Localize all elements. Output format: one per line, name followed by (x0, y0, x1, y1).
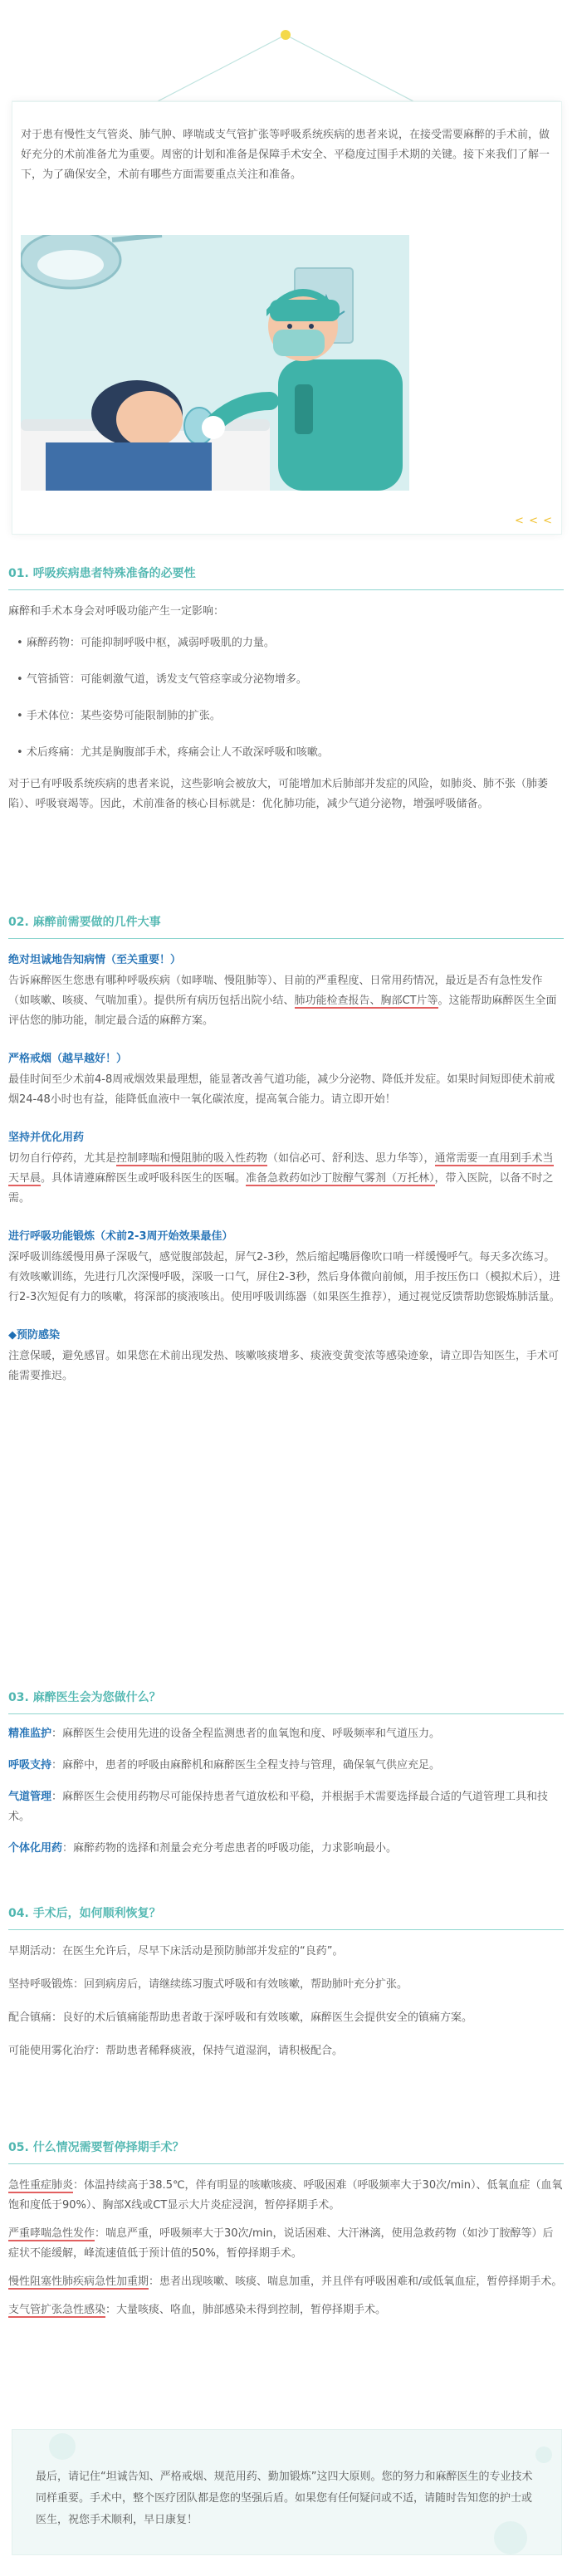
closing-note-box (12, 2429, 562, 2555)
paragraph-breathing-exercise: 深呼吸训练缓慢用鼻子深吸气，感觉腹部鼓起，屏气2-3秒，然后缩起嘴唇像吹口哨一样缓慢呼气。每天多次练习。有效咳嗽训练，先进行几次深慢呼吸，深吸一口气，屏住2-3秒，然后身体微向前倾，用手按压伤口（模拟术后），进行2-3次短促有力的咳嗽，将深部的痰液咳出。使用呼吸训练器（如果医生推荐），通过视觉反馈帮助您锻炼肺活量。 (8, 1251, 560, 1303)
section-05-title: 05. 什么情况需要暂停择期手术？ (8, 2141, 184, 2154)
anesthesia-role-item: 呼吸支持：麻醉中，患者的呼吸由麻醉机和麻醉医生全程支持与管理，确保氧气供应充足。 (8, 1759, 441, 1772)
paragraph-honest-disclosure: 告诉麻醉医生您患有哪种呼吸疾病（如哮喘、慢阻肺等）、目前的严重程度、日常用药情况，最近是否有急性发作（如咳嗽、咳痰、气喘加重）。提供所有病历包括出院小结、肺功能检查报告、胸部CT片等。这能帮助麻醉医生全面评估您的肺功能，制定最合适的麻醉方案。 (8, 975, 557, 1027)
closing-note-text: 最后，请记住“坦诚告知、严格戒烟、规范用药、勤加锻炼”这四大原则。您的努力和麻醉医生的专业技术同样重要。手术中，整个医疗团队都是您的坚强后盾。如果您有任何疑问或不适，请随时告知您的护士或医生，祝您手术顺利，早日康复！ (36, 2471, 533, 2526)
section-02-title: 02. 麻醉前需要做的几件大事 (8, 916, 161, 929)
list-item: • 气管插管：可能刺激气道，诱发支气管痉挛或分泌物增多。 (17, 673, 307, 686)
postpone-condition-item: 支气管扩张急性感染：大量咳痰、咯血，肺部感染未得到控制，暂停择期手术。 (8, 2304, 387, 2316)
section-05 (8, 2139, 564, 2320)
section-02 (8, 913, 564, 1386)
section-01-heading: 呼吸疾病患者特殊准备的必要性 (32, 567, 196, 580)
postpone-condition-item: 慢性阻塞性肺疾病急性加重期：患者出现咳嗽、咳痰、喘息加重，并且伴有呼吸困难和/或低氧血症，暂停择期手术。 (8, 2275, 563, 2288)
pin-dot (281, 30, 291, 40)
section-01-number: 01. (8, 567, 29, 580)
anesthesia-role-item: 个体化用药：麻醉药物的选择和剂量会充分考虑患者的呼吸功能，力求影响最小。 (8, 1842, 398, 1855)
paragraph-quit-smoking: 最佳时间至少术前4-8周戒烟效果最理想，能显著改善气道功能，减少分泌物、降低并发症。如果时间短即使术前戒烟24-48小时也有益，能降低血液中一氧化碳浓度，提高氧合能力。请立即开始！ (8, 1073, 555, 1106)
subheading-honest-disclosure: 绝对坦诚地告知病情（至关重要！） (8, 954, 182, 966)
section-01-lead: 麻醉和手术本身会对呼吸功能产生一定影响： (8, 605, 225, 618)
postpone-condition-item: 严重哮喘急性发作：喘息严重，呼吸频率大于30次/min，说话困难、大汗淋漓，使用急救药物（如沙丁胺醇等）后症状不能缓解，峰流速值低于预计值的50%，暂停择期手术。 (8, 2227, 554, 2260)
recovery-item: 早期活动：在医生允许后，尽早下床活动是预防肺部并发症的“良药”。 (8, 1945, 344, 1958)
paragraph-medication: 切勿自行停药，尤其是控制哮喘和慢阻肺的吸入性药物（如信必可、舒利迭、思力华等），通常需要一直用到手术当天早晨。具体请遵麻醉医生或呼吸科医生的医嘱。准备急救药如沙丁胺醇气雾剂（万托林），带入医院，以备不时之需。 (8, 1152, 554, 1205)
subheading-medication: 坚持并优化用药 (8, 1132, 85, 1144)
header-decoration (0, 0, 572, 116)
anesthesia-role-item: 精准监护：麻醉医生会使用先进的设备全程监测患者的血氧饱和度、呼吸频率和气道压力。 (8, 1728, 441, 1740)
anesthesia-role-item: 气道管理：麻醉医生会使用药物尽可能保持患者气道放松和平稳，并根据手术需要选择最合适的气道管理工具和技术。 (8, 1791, 549, 1823)
section-01-title (8, 565, 564, 581)
paragraph-prevent-infection: 注意保暖，避免感冒。如果您在术前出现发热、咳嗽咳痰增多、痰液变黄变浓等感染迹象，请立即告知医生，手术可能需要推迟。 (8, 1350, 560, 1382)
decorative-arrows: < < < (515, 515, 553, 527)
section-04-title: 04. 手术后，如何顺利恢复？ (8, 1907, 161, 1920)
recovery-item: 可能使用雾化治疗：帮助患者稀释痰液，保持气道湿润，请积极配合。 (8, 2045, 344, 2057)
subheading-prevent-infection: ◆预防感染 (8, 1329, 60, 1342)
section-03-title: 03. 麻醉医生会为您做什么？ (8, 1691, 161, 1704)
hero-illustration-doctor-patient (21, 235, 409, 491)
postpone-condition-item: 急性重症肺炎：体温持续高于38.5℃，伴有明显的咳嗽咳痰、呼吸困难（呼吸频率大于30次/min）、低氧血症（血氧饱和度低于90%）、胸部X线或CT显示大片炎症浸润，暂停择期手术。 (8, 2179, 563, 2212)
section-04 (8, 1904, 564, 2061)
list-item: • 术后疼痛：尤其是胸腹部手术，疼痛会让人不敢深呼吸和咳嗽。 (17, 746, 329, 759)
list-item: • 麻醉药物：可能抑制呼吸中枢，减弱呼吸肌的力量。 (17, 637, 275, 649)
section-03 (8, 1689, 564, 1859)
section-01 (8, 565, 564, 814)
section-01-summary: 对于已有呼吸系统疾病的患者来说，这些影响会被放大，可能增加术后肺部并发症的风险，如肺炎、肺不张（肺萎陷）、呼吸衰竭等。因此，术前准备的核心目标就是：优化肺功能，减少气道分泌物，增强呼吸储备。 (8, 778, 549, 810)
intro-text: 对于患有慢性支气管炎、肺气肿、哮喘或支气管扩张等呼吸系统疾病的患者来说，在接受需要麻醉的手术前，做好充分的术前准备尤为重要。周密的计划和准备是保障手术安全、平稳度过围手术期的关键。接下来我们了解一下，为了确保安全，术前有哪些方面需要重点关注和准备。 (21, 129, 550, 181)
recovery-item: 配合镇痛：良好的术后镇痛能帮助患者敢于深呼吸和有效咳嗽，麻醉医生会提供安全的镇痛方案。 (8, 2011, 473, 2024)
subheading-breathing-exercise: 进行呼吸功能锻炼（术前2-3周开始效果最佳） (8, 1230, 233, 1243)
intro-card (12, 101, 562, 535)
subheading-quit-smoking: 严格戒烟（越早越好！） (8, 1053, 128, 1065)
list-item: • 手术体位：某些姿势可能限制肺的扩张。 (17, 710, 221, 722)
recovery-item: 坚持呼吸锻炼：回到病房后，请继续练习腹式呼吸和有效咳嗽，帮助肺叶充分扩张。 (8, 1978, 408, 1991)
